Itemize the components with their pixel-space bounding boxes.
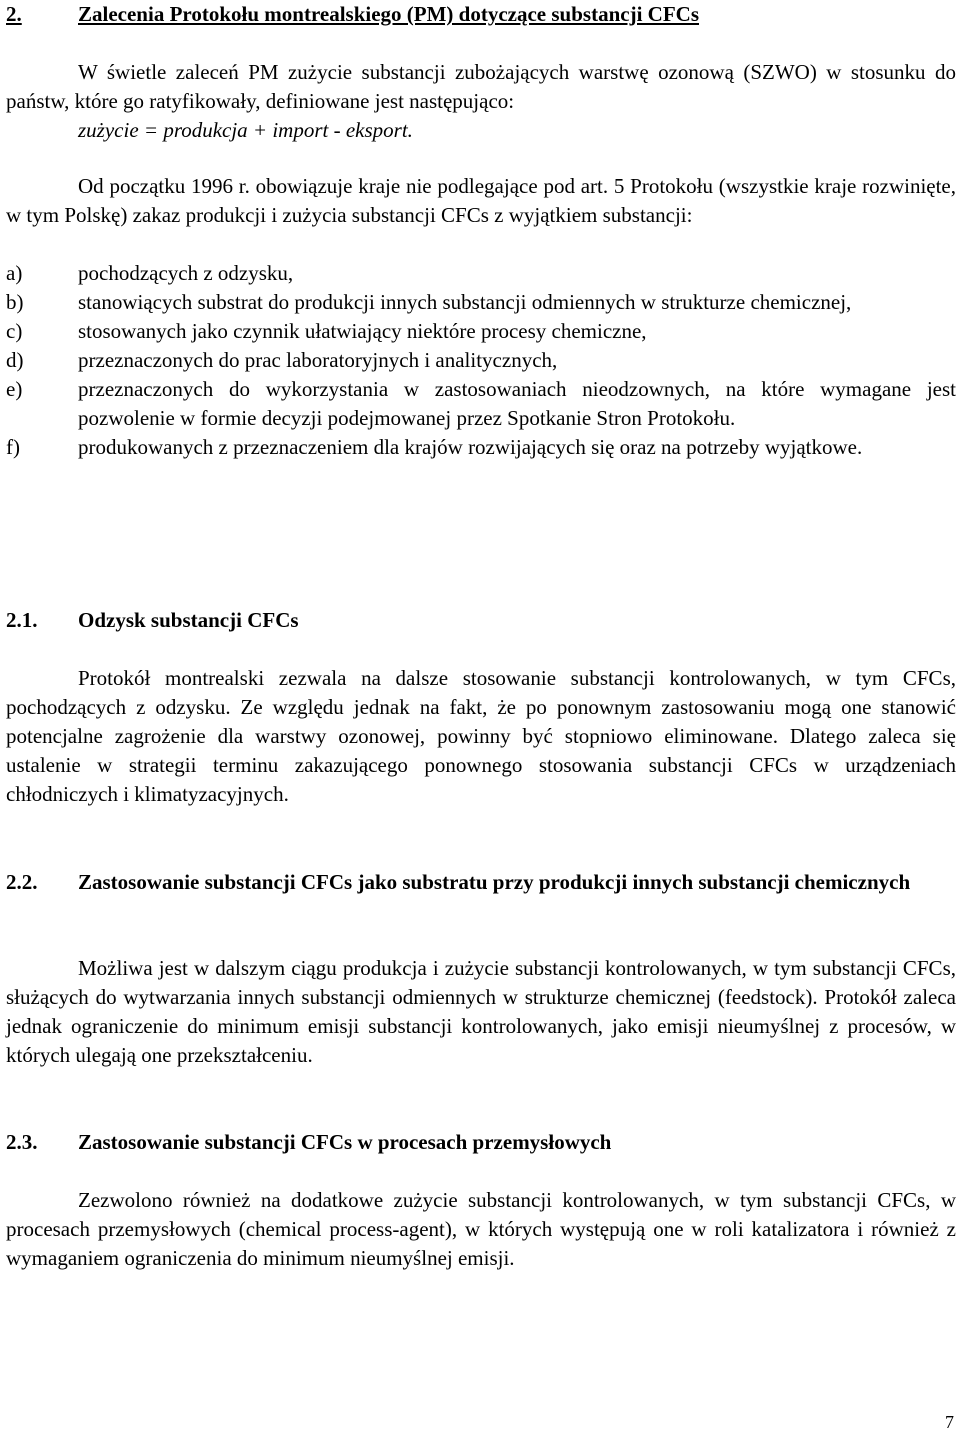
section-2-1-body: Protokół montrealski zezwala na dalsze stosowanie substancji kontrolowanych, w tym CFCs, pochodzących z odzysku. Ze względu jednak na fakt, że po ponownym zastosowaniu mogą one stanowić potencjalne zagrożenie dla warstwy ozonowej, powinny być stopniowo eliminowane. Dlatego zaleca się ustalenie w strategii terminu zakazującego ponownego stosowania substancji CFCs w urządzeniach chłodniczych i klimatyzacyjnych. <box>6 666 956 806</box>
section-2-heading <box>6 0 956 29</box>
list-item <box>6 346 956 375</box>
section-2-2-body: Możliwa jest w dalszym ciągu produkcja i zużycie substancji kontrolowanych, w tym substancji CFCs, służących do wytwarzania innych substancji odmiennych w strukturze chemicznej (feedstock). Protokół zaleca jednak ograniczenie do minimum emisji substancji kontrolowanych, jako emisji nieumyślnej z procesów, w których ulegają one przekształceniu. <box>6 956 956 1067</box>
list-item <box>6 259 956 288</box>
section-2-2-number: 2.2. <box>6 870 38 894</box>
exceptions-list <box>6 259 956 462</box>
section-2-1-title: Odzysk substancji CFCs <box>78 608 299 632</box>
list-item-marker: d) <box>6 348 24 372</box>
list-item-marker: e) <box>6 377 23 401</box>
consumption-formula: zużycie = produkcja + import - eksport. <box>78 118 413 142</box>
list-item-marker: b) <box>6 290 24 314</box>
section-2-ban-paragraph: Od początku 1996 r. obowiązuje kraje nie podlegające pod art. 5 Protokołu (wszystkie kraje rozwinięte, w tym Polskę) zakaz produkcji i zużycia substancji CFCs z wyjątkiem substancji: <box>6 174 956 227</box>
section-2-1-heading <box>6 606 956 635</box>
list-item <box>6 317 956 346</box>
section-2-3-heading <box>6 1128 956 1157</box>
section-2-title: Zalecenia Protokołu montrealskiego (PM) dotyczące substancji CFCs <box>78 2 699 26</box>
section-2-intro: W świetle zaleceń PM zużycie substancji zubożających warstwę ozonową (SZWO) w stosunku do państw, które go ratyfikowały, definiowane jest następująco: <box>6 60 956 113</box>
list-item-text: produkowanych z przeznaczeniem dla krajów rozwijających się oraz na potrzeby wyjątkowe. <box>78 435 863 459</box>
section-2-2-heading <box>6 868 956 897</box>
list-item-text: pochodzących z odzysku, <box>78 261 294 285</box>
section-2-number: 2. <box>6 2 22 26</box>
section-2-1-number: 2.1. <box>6 608 38 632</box>
list-item-marker: a) <box>6 261 23 285</box>
list-item-text: przeznaczonych do wykorzystania w zastosowaniach nieodzownych, na które wymagane jest pozwolenie w formie decyzji podejmowanej przez Spotkanie Stron Protokołu. <box>78 377 956 430</box>
list-item <box>6 375 956 433</box>
list-item <box>6 433 956 462</box>
section-2-3-number: 2.3. <box>6 1130 38 1154</box>
list-item-text: stanowiących substrat do produkcji innych substancji odmiennych w strukturze chemicznej, <box>78 290 852 314</box>
list-item-text: przeznaczonych do prac laboratoryjnych i analitycznych, <box>78 348 558 372</box>
section-2-3-body: Zezwolono również na dodatkowe zużycie substancji kontrolowanych, w tym substancji CFCs, w procesach przemysłowych (chemical process-agent), w których występują one w roli katalizatora i również z wymaganiem ograniczenia do minimum nieumyślnej emisji. <box>6 1188 956 1270</box>
section-2-2-title: Zastosowanie substancji CFCs jako substratu przy produkcji innych substancji chemicznych <box>78 870 911 894</box>
list-item-marker: c) <box>6 319 23 343</box>
page-number: 7 <box>945 1412 954 1432</box>
section-2-3-title: Zastosowanie substancji CFCs w procesach przemysłowych <box>78 1130 612 1154</box>
list-item-text: stosowanych jako czynnik ułatwiający niektóre procesy chemiczne, <box>78 319 647 343</box>
list-item <box>6 288 956 317</box>
list-item-marker: f) <box>6 435 20 459</box>
